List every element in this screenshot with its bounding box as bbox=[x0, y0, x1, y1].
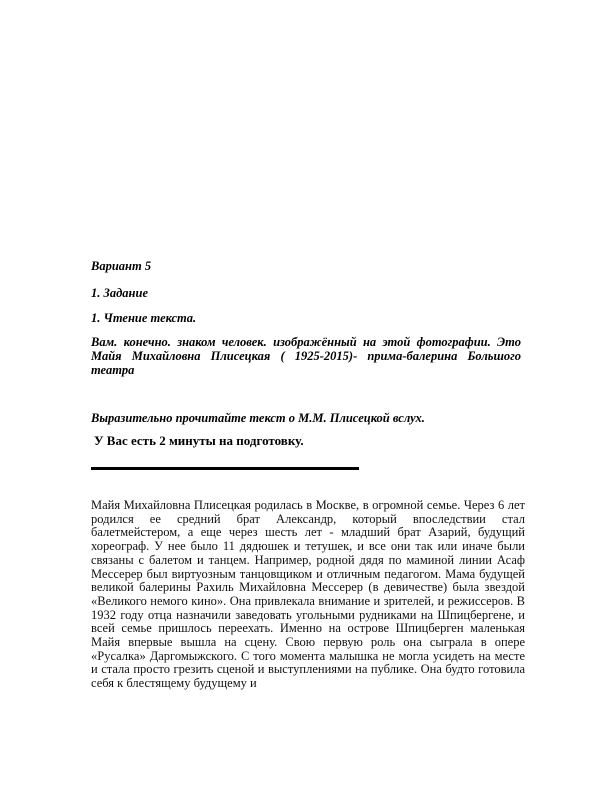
intro-paragraph: Вам. конечно. знаком человек. изображённый на этой фотографии. Это Майя Михайловна Плисецкая ( 1925-2015)- прима-балерина Большого театра bbox=[91, 335, 521, 377]
horizontal-rule bbox=[91, 467, 359, 470]
reading-instruction: Выразительно прочитайте текст о М.М. Плисецкой вслух. bbox=[91, 411, 425, 425]
preparation-time-note: У Вас есть 2 минуты на подготовку. bbox=[94, 433, 304, 448]
task-title: 1. Задание bbox=[91, 286, 149, 300]
variant-title: Вариант 5 bbox=[91, 259, 152, 273]
reading-passage: Майя Михайловна Плисецкая родилась в Москве, в огромной семье. Через 6 лет родился ее средний брат Александр, который впоследствии стал балетмейстером, а еще через шесть лет - младший брат Азарий, будущий хореограф. У нее было 11 дядюшек и тетушек, и все они так или иначе были связаны с балетом и танцем. Например, родной дядя по маминой линии Асаф Мессерер был виртуозным танцовщиком и отличным педагогом. Мама будущей великой балерины Рахиль Михайловна Мессерер (в девичестве) была звездой «Великого немого кино». Она привлекала внимание и зрителей, и режиссеров. В 1932 году отца назначили заведовать угольными рудниками на Шпицбергене, и всей семье пришлось переехать. Именно на острове Шпицберген маленькая Майя впервые вышла на сцену. Свою первую роль она сыграла в опере «Русалка» Даргомыжского. С того момента малышка не могла усидеть на месте и стала просто грезить сценой и выступлениями на публике. Она будто готовила себя к блестящему будущему и bbox=[91, 498, 525, 691]
reading-title: 1. Чтение текста. bbox=[91, 311, 197, 325]
